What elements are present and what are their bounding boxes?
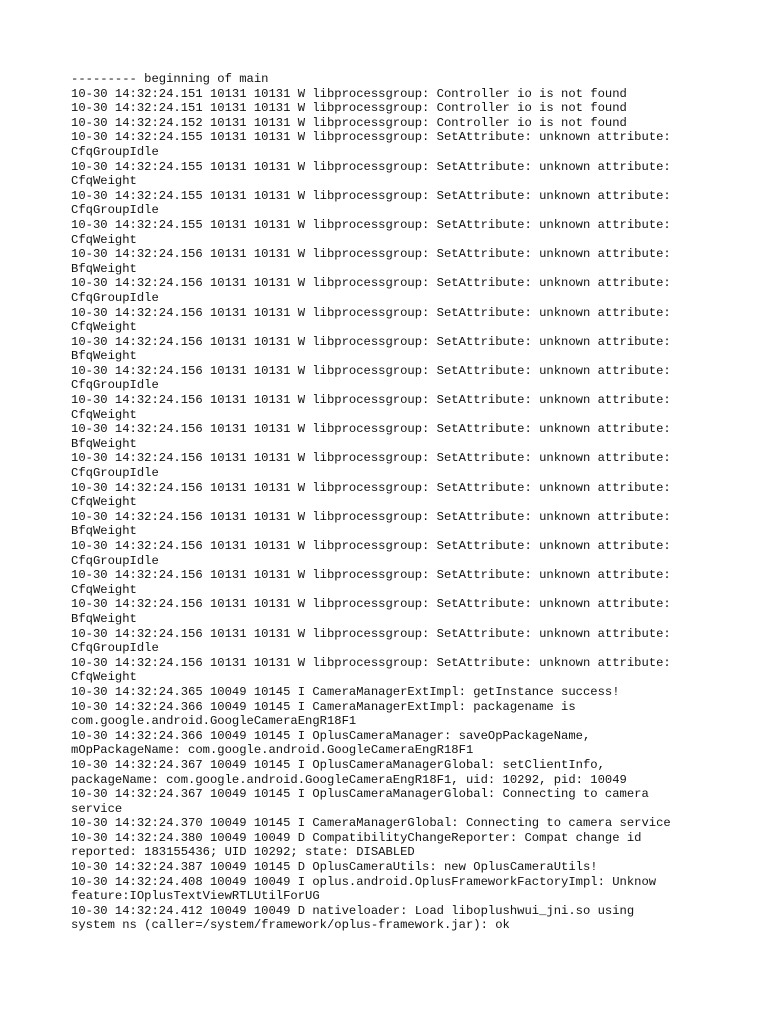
log-line: 10-30 14:32:24.365 10049 10145 I CameraManagerExtImpl: getInstance success! xyxy=(71,684,620,699)
log-line: mOpPackageName: com.google.android.GoogleCameraEngR18F1 xyxy=(71,743,474,758)
log-line: 10-30 14:32:24.156 10131 10131 W libprocessgroup: SetAttribute: unknown attribute: xyxy=(71,305,671,320)
log-line: BfqWeight xyxy=(71,349,137,364)
log-line: BfqWeight xyxy=(71,524,137,539)
log-line: 10-30 14:32:24.387 10049 10145 D OplusCameraUtils: new OplusCameraUtils! xyxy=(71,860,598,875)
log-line: 10-30 14:32:24.366 10049 10145 I CameraManagerExtImpl: packagename is xyxy=(71,699,576,714)
log-line: 10-30 14:32:24.156 10131 10131 W libprocessgroup: SetAttribute: unknown attribute: xyxy=(71,480,671,495)
log-line: CfqWeight xyxy=(71,232,137,247)
log-line: service xyxy=(71,801,123,816)
log-line: 10-30 14:32:24.408 10049 10049 I oplus.android.OplusFrameworkFactoryImpl: Unknow xyxy=(71,874,657,889)
log-line: CfqGroupIdle xyxy=(71,144,159,159)
log-line: 10-30 14:32:24.156 10131 10131 W libprocessgroup: SetAttribute: unknown attribute: xyxy=(71,276,671,291)
log-line: 10-30 14:32:24.156 10131 10131 W libprocessgroup: SetAttribute: unknown attribute: xyxy=(71,597,671,612)
log-line: 10-30 14:32:24.156 10131 10131 W libprocessgroup: SetAttribute: unknown attribute: xyxy=(71,393,671,408)
log-line: CfqWeight xyxy=(71,320,137,335)
log-line: 10-30 14:32:24.155 10131 10131 W libprocessgroup: SetAttribute: unknown attribute: xyxy=(71,159,671,174)
log-line: CfqGroupIdle xyxy=(71,553,159,568)
log-line: 10-30 14:32:24.155 10131 10131 W libprocessgroup: SetAttribute: unknown attribute: xyxy=(71,130,671,145)
log-line: CfqGroupIdle xyxy=(71,290,159,305)
log-line: 10-30 14:32:24.151 10131 10131 W libprocessgroup: Controller io is not found xyxy=(71,86,627,101)
log-line: 10-30 14:32:24.380 10049 10049 D CompatibilityChangeReporter: Compat change id xyxy=(71,830,642,845)
log-line: 10-30 14:32:24.156 10131 10131 W libprocessgroup: SetAttribute: unknown attribute: xyxy=(71,655,671,670)
log-line: CfqGroupIdle xyxy=(71,203,159,218)
log-line: 10-30 14:32:24.155 10131 10131 W libprocessgroup: SetAttribute: unknown attribute: xyxy=(71,217,671,232)
log-line: feature:IOplusTextViewRTLUtilForUG xyxy=(71,889,320,904)
log-line: CfqGroupIdle xyxy=(71,466,159,481)
log-line: reported: 183155436; UID 10292; state: DISABLED xyxy=(71,845,415,860)
log-line: system ns (caller=/system/framework/oplus-framework.jar): ok xyxy=(71,918,510,933)
log-line: 10-30 14:32:24.151 10131 10131 W libprocessgroup: Controller io is not found xyxy=(71,101,627,116)
log-header-line: --------- beginning of main xyxy=(71,72,269,86)
log-line: 10-30 14:32:24.367 10049 10145 I OplusCameraManagerGlobal: Connecting to camera xyxy=(71,787,649,802)
log-line: 10-30 14:32:24.370 10049 10145 I CameraManagerGlobal: Connecting to camera service xyxy=(71,816,671,831)
log-line: 10-30 14:32:24.156 10131 10131 W libprocessgroup: SetAttribute: unknown attribute: xyxy=(71,247,671,262)
log-line: 10-30 14:32:24.412 10049 10049 D nativeloader: Load liboplushwui_jni.so using xyxy=(71,903,635,918)
log-line: BfqWeight xyxy=(71,436,137,451)
log-line: 10-30 14:32:24.156 10131 10131 W libprocessgroup: SetAttribute: unknown attribute: xyxy=(71,334,671,349)
log-line: CfqWeight xyxy=(71,495,137,510)
log-document xyxy=(71,72,711,933)
log-line: 10-30 14:32:24.152 10131 10131 W libprocessgroup: Controller io is not found xyxy=(71,115,627,130)
log-line: 10-30 14:32:24.366 10049 10145 I OplusCameraManager: saveOpPackageName, xyxy=(71,728,591,743)
log-line: CfqWeight xyxy=(71,670,137,685)
log-line: packageName: com.google.android.GoogleCameraEngR18F1, uid: 10292, pid: 10049 xyxy=(71,772,627,787)
log-line: 10-30 14:32:24.156 10131 10131 W libprocessgroup: SetAttribute: unknown attribute: xyxy=(71,626,671,641)
log-line: 10-30 14:32:24.156 10131 10131 W libprocessgroup: SetAttribute: unknown attribute: xyxy=(71,451,671,466)
log-line: 10-30 14:32:24.156 10131 10131 W libprocessgroup: SetAttribute: unknown attribute: xyxy=(71,539,671,553)
log-line: CfqWeight xyxy=(71,582,137,597)
log-line: CfqWeight xyxy=(71,407,137,422)
log-line: CfqGroupIdle xyxy=(71,641,159,656)
log-line: 10-30 14:32:24.156 10131 10131 W libprocessgroup: SetAttribute: unknown attribute: xyxy=(71,509,671,524)
log-line: CfqWeight xyxy=(71,174,137,189)
log-line: BfqWeight xyxy=(71,611,137,626)
log-line: 10-30 14:32:24.156 10131 10131 W libprocessgroup: SetAttribute: unknown attribute: xyxy=(71,363,671,378)
log-line: 10-30 14:32:24.155 10131 10131 W libprocessgroup: SetAttribute: unknown attribute: xyxy=(71,188,671,203)
log-line: CfqGroupIdle xyxy=(71,378,159,393)
log-line: com.google.android.GoogleCameraEngR18F1 xyxy=(71,714,357,729)
log-line: 10-30 14:32:24.156 10131 10131 W libprocessgroup: SetAttribute: unknown attribute: xyxy=(71,422,671,437)
log-line: BfqWeight xyxy=(71,261,137,276)
log-line: 10-30 14:32:24.367 10049 10145 I OplusCameraManagerGlobal: setClientInfo, xyxy=(71,757,605,772)
log-line: 10-30 14:32:24.156 10131 10131 W libprocessgroup: SetAttribute: unknown attribute: xyxy=(71,568,671,583)
